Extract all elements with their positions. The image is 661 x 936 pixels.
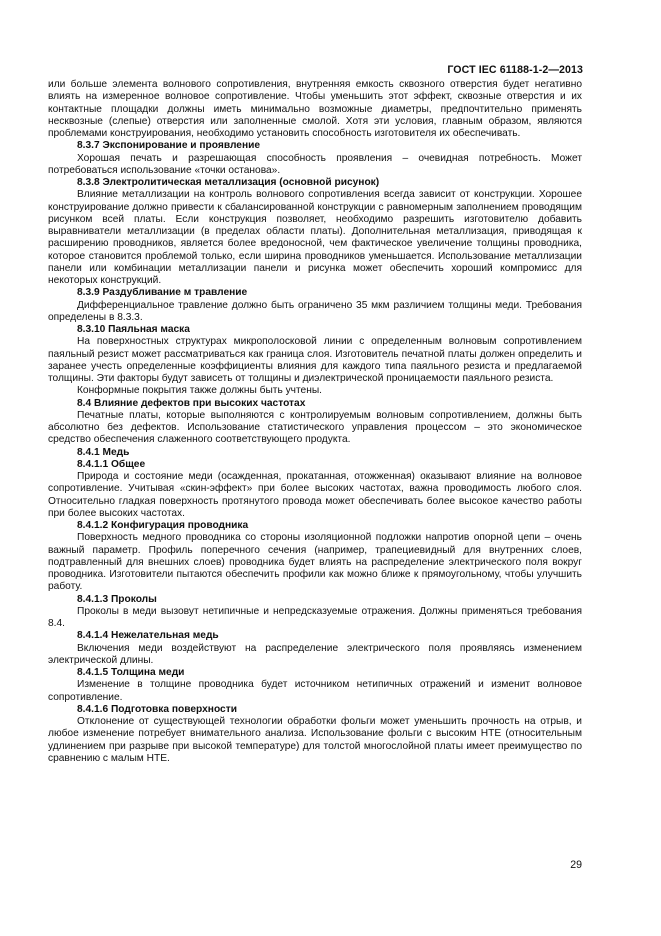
section-heading: 8.3.7 Экспонирование и проявление — [77, 140, 261, 152]
section-heading: 8.3.10 Паяльная маска — [77, 324, 190, 335]
paragraph: Природа и состояние меди (осажденная, прокатанная, отожженная) оказывают влияние на волновое сопротивление. Учитывая «скин-эффект» при более высоких частотах, важна проводимость любого слоя. Относительно гладкая поверхность протянутого провода может обеспечивать более высокое качество работы при более высоких частотах. — [48, 471, 582, 519]
section-heading: 8.4 Влияние дефектов при высоких частотах — [77, 397, 306, 409]
page-number: 29 — [570, 859, 582, 871]
paragraph: Печатные платы, которые выполняются с контролируемым волновым сопротивлением, должны быть абсолютно без дефектов. Использование статистического управления процессом – это экономическое средство обеспечения слаженного соответствующего продукта. — [48, 409, 582, 446]
paragraph: Включения меди воздействуют на распределение электрического поля проявляясь изменением электрической длины. — [48, 642, 582, 666]
paragraph: Хорошая печать и разрешающая способность проявления – очевидная потребность. Может потребоваться использование «точки останова». — [48, 152, 582, 176]
section-heading: 8.4.1.3 Проколы — [77, 593, 157, 605]
document-header: ГОСТ IEC 61188-1-2—2013 — [447, 64, 583, 76]
paragraph: Конформные покрытия также должны быть учтены. — [77, 385, 322, 397]
section-heading: 8.3.9 Раздубливание м травление — [77, 287, 248, 299]
paragraph: Проколы в меди вызовут нетипичные и непредсказуемые отражения. Должны применяться требования 8.4. — [48, 605, 582, 629]
paragraph: На поверхностных структурах микрополосковой линии с определенным волновым сопротивлением паяльный резист может рассматриваться как граница слоя. Изготовитель печатной платы должен определить и заранее учесть определенные коэффициенты влияния для каждого типа паяльного резиста и предлагаемой толщины. Эти факторы будут зависеть от толщины и диэлектрической проницаемости паяльного резиста. — [48, 336, 582, 384]
document-body — [48, 79, 582, 765]
paragraph: Влияние металлизации на контроль волнового сопротивления всегда зависит от конструкции. Хорошее конструирование должно привести к сбалансированной конструкции с равномерным заполнением проводящим рисунком всей платы. Если конструкция позволяет, необходимо разрешить изготовителю добавить выравниватели металлизации (в пределах области платы). Дополнительная металлизация, приводящая к расширению проводников, является более вредоносной, чем фактическое увеличение толщины проводника, которое становится проблемой только, если ширина проводников уменьшается. Использование металлизации панели или комбинации металлизации панели и рисунка может обеспечить хороший компромисс для некоторых конструкций. — [48, 189, 582, 286]
paragraph: или больше элемента волнового сопротивления, внутренняя емкость сквозного отверстия будет негативно влиять на измеренное волновое сопротивление. Чтобы уменьшить этот эффект, сквозные отверстия и их контактные площадки должны иметь минимально возможные диаметры, предпочтительно применять несквозные (слепые) отверстия или заполненные смолой. Хотя эти условия, главным образом, являются проблемами конструирования, необходимо установить способность изготовителя их обеспечивать. — [48, 79, 582, 139]
section-heading: 8.4.1.4 Нежелательная медь — [77, 630, 219, 642]
paragraph: Отклонение от существующей технологии обработки фольги может уменьшить прочность на отрыв, и любое изменение потребует внимательного анализа. Использование фольги с высоким НТЕ (относительным удлинением при разрыве при высокой температуре) для толстой многослойной платы имеет преимущество по сравнению с малым НТЕ. — [48, 716, 582, 764]
section-heading: 8.4.1.5 Толщина меди — [77, 667, 185, 678]
paragraph: Поверхность медного проводника со стороны изоляционной подложки напротив опорной цепи – очень важный параметр. Профиль поперечного сечения (например, трапециевидный для внутренних слоев, подтравленный для внешних слоев) проводника будет влиять на распределение электрического поля вокруг проводника. Изготовители пытаются обеспечить профили как можно ближе к прямоугольному, чтобы улучшить работу. — [48, 532, 582, 593]
paragraph: Изменение в толщине проводника будет источником нетипичных отражений и изменит волновое сопротивление. — [48, 679, 582, 703]
section-heading: 8.4.1.6 Подготовка поверхности — [77, 703, 237, 715]
section-heading: 8.4.1.1 Общее — [77, 458, 146, 470]
section-heading: 8.4.1 Медь — [77, 446, 130, 458]
section-heading: 8.3.8 Электролитическая металлизация (основной рисунок) — [77, 177, 380, 188]
paragraph: Дифференциальное травление должно быть ограничено 35 мкм различием толщины меди. Требования определены в 8.3.3. — [48, 299, 582, 323]
section-heading: 8.4.1.2 Конфигурация проводника — [77, 520, 249, 531]
